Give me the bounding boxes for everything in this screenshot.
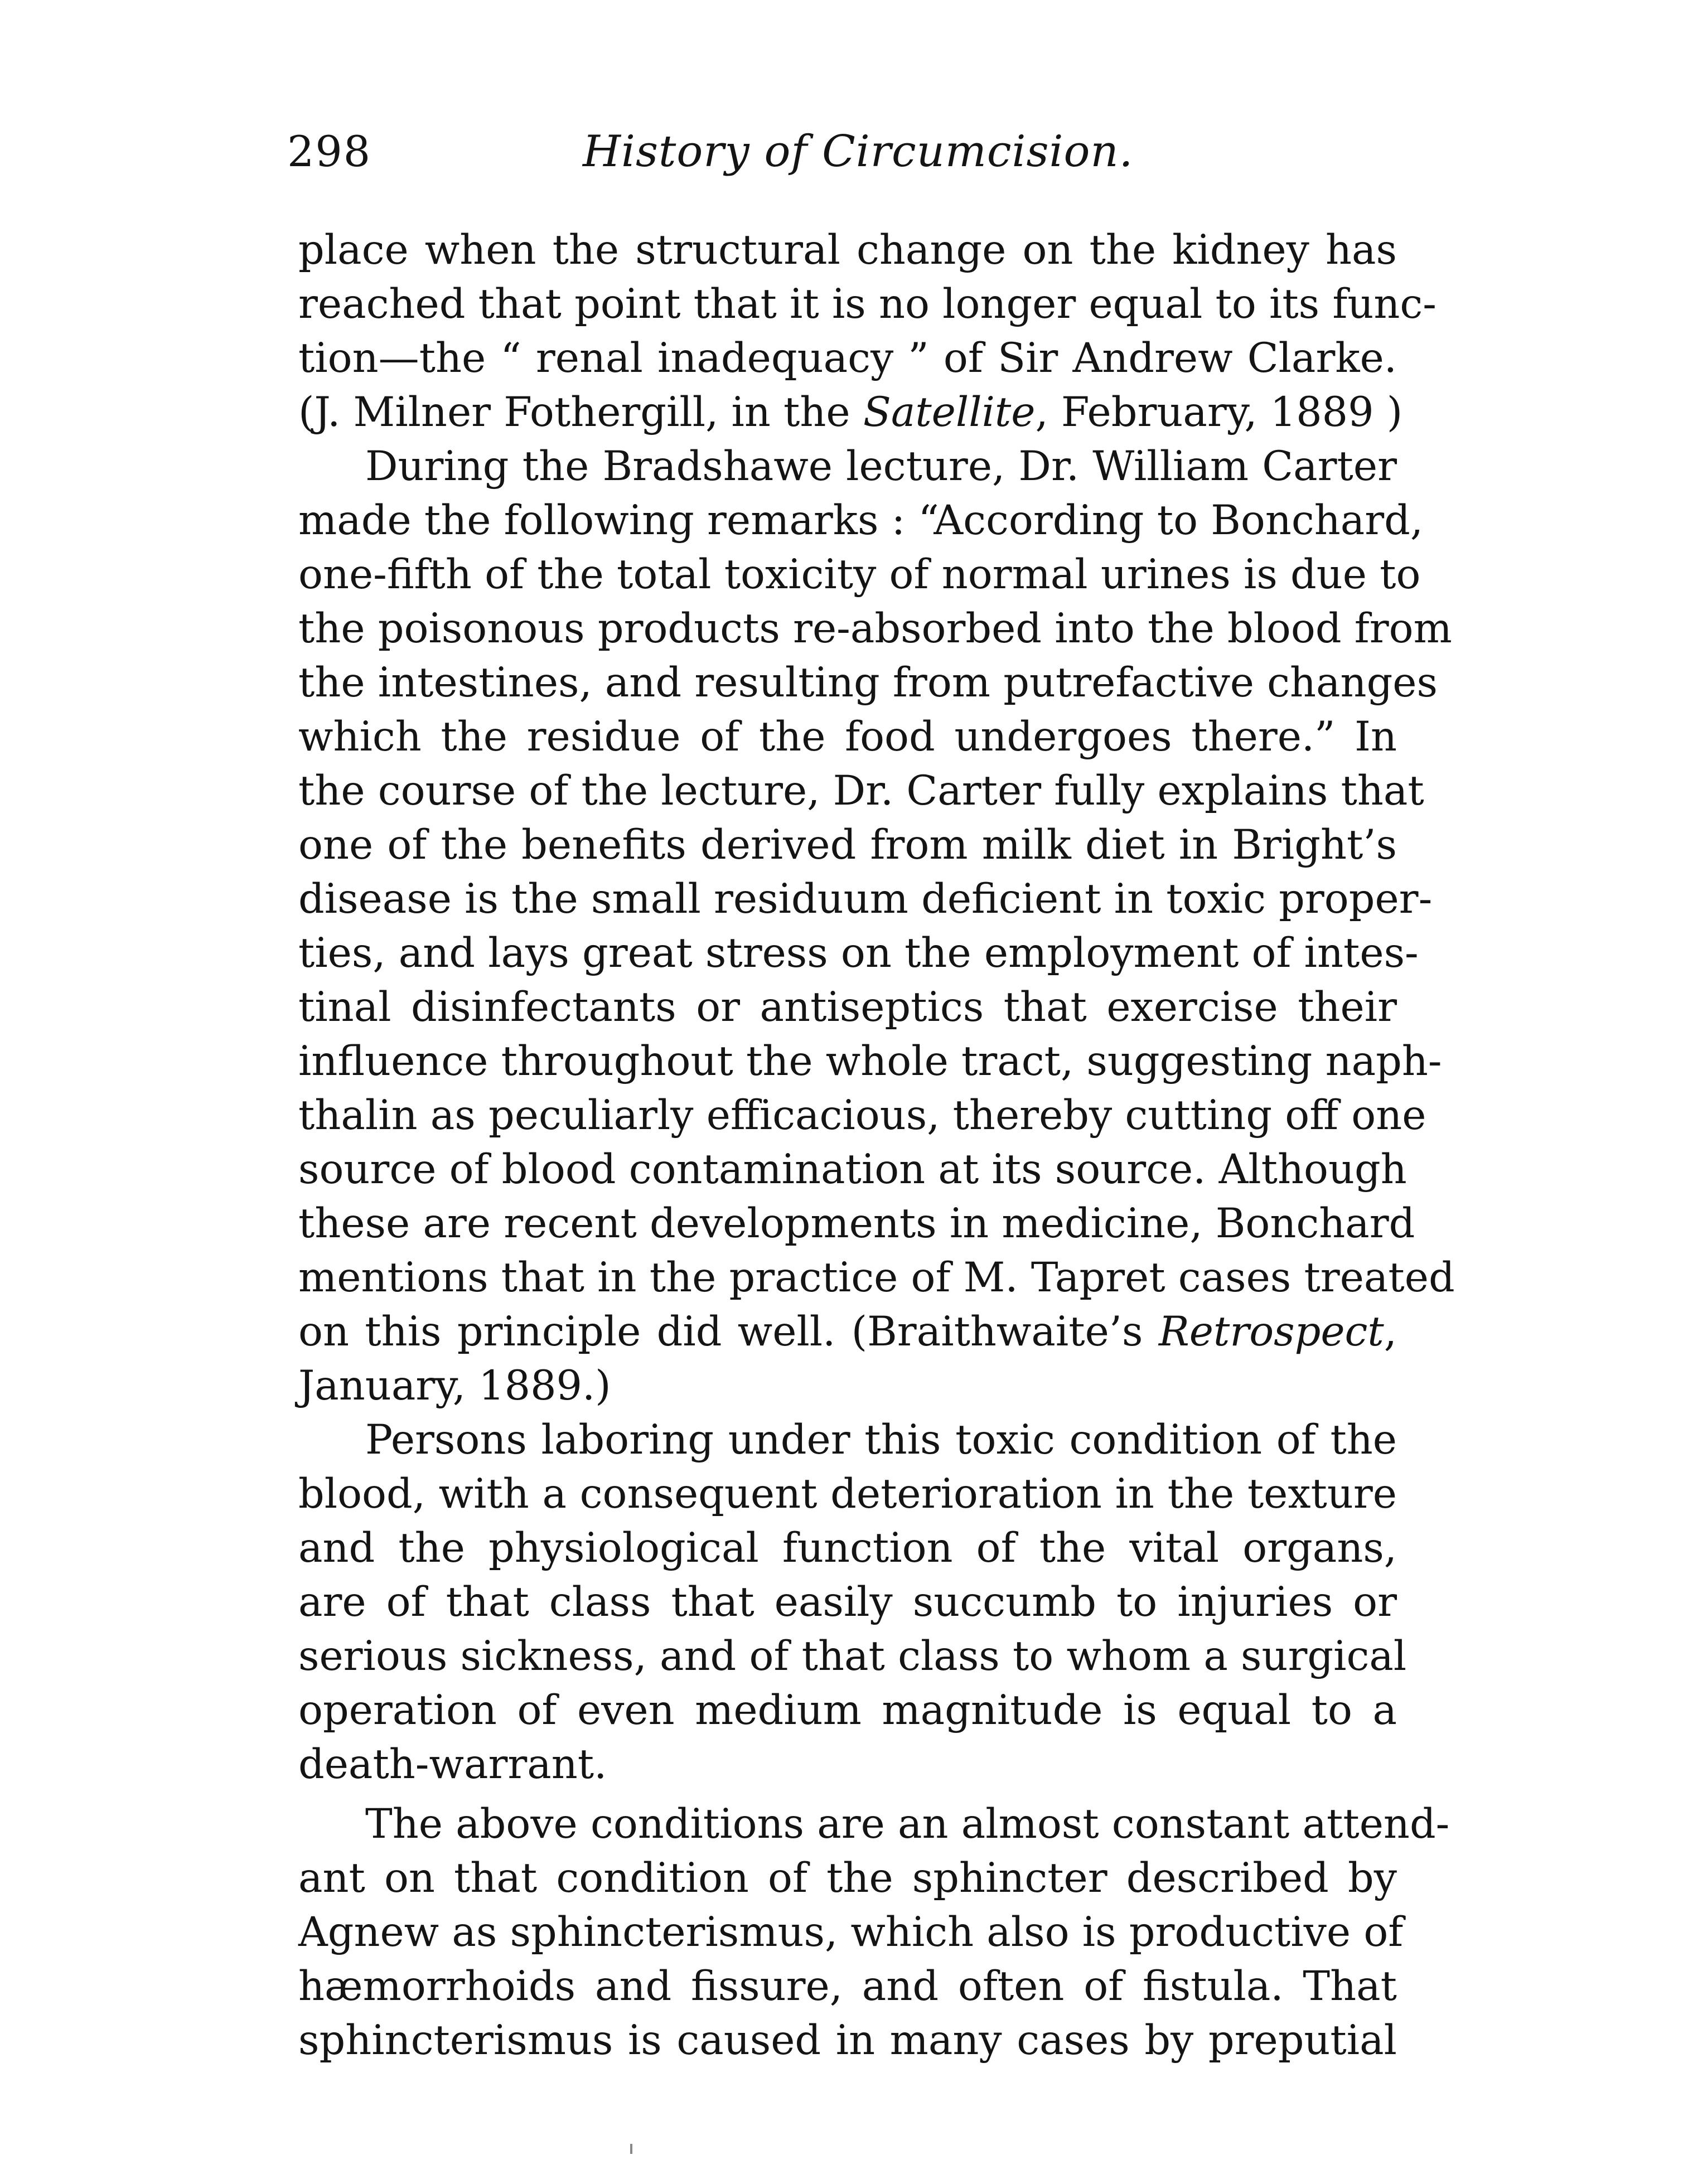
text-line: source of blood contamination at its source. Although: [298, 1146, 1407, 1193]
text-line: January, 1889.): [298, 1362, 611, 1410]
text-line: on this principle did well. (Braithwaite’s Retrospect,: [298, 1308, 1397, 1355]
text-line: the course of the lecture, Dr. Carter fully explains that: [298, 767, 1424, 815]
italic-title: Satellite: [863, 389, 1036, 436]
body-text: [298, 223, 1455, 2067]
text-line: death-warrant.: [298, 1741, 607, 1788]
text-line: one-fifth of the total toxicity of normal urines is due to: [298, 551, 1421, 598]
text-line: reached that point that it is no longer equal to its func-: [298, 280, 1437, 328]
text-line: ties, and lays great stress on the employment of intes-: [298, 929, 1419, 977]
text-line: which the residue of the food undergoes there.” In: [298, 713, 1397, 761]
text-line: Persons laboring under this toxic condition of the: [365, 1416, 1397, 1464]
text-line: serious sickness, and of that class to whom a surgical: [298, 1633, 1407, 1680]
text-line: Agnew as sphincterismus, which also is productive of: [298, 1909, 1404, 1956]
text-line: mentions that in the practice of M. Tapret cases treated: [298, 1254, 1455, 1301]
text-line: and the physiological function of the vital organs,: [298, 1524, 1397, 1572]
text-line: ant on that condition of the sphincter described by: [298, 1854, 1397, 1902]
text-line: made the following remarks : “According to Bonchard,: [298, 497, 1424, 544]
text-line: the poisonous products re-absorbed into the blood from: [298, 605, 1452, 652]
text-line: hæmorrhoids and fissure, and often of fistula. That: [298, 1963, 1397, 2010]
page-header: [287, 124, 1391, 185]
text-line: place when the structural change on the kidney has: [298, 226, 1397, 274]
text-line: The above conditions are an almost constant attend-: [365, 1800, 1450, 1848]
text-line: these are recent developments in medicine, Bonchard: [298, 1200, 1415, 1247]
text-line: one of the benefits derived from milk diet in Bright’s: [298, 821, 1397, 869]
text-line: During the Bradshawe lecture, Dr. William Carter: [365, 443, 1397, 490]
scan-speck: [630, 2144, 632, 2154]
text-line: tion—the “ renal inadequacy ” of Sir Andrew Clarke.: [298, 335, 1397, 382]
text-line: operation of even medium magnitude is equal to a: [298, 1687, 1397, 1734]
text-line: thalin as peculiarly efficacious, thereby cutting off one: [298, 1092, 1426, 1139]
text-line: the intestines, and resulting from putrefactive changes: [298, 659, 1438, 706]
text-line: sphincterismus is caused in many cases by preputial: [298, 2017, 1397, 2064]
text-line: disease is the small residuum deficient in toxic proper-: [298, 875, 1433, 923]
text-line: tinal disinfectants or antiseptics that exercise their: [298, 984, 1397, 1031]
running-title: History of Circumcision.: [583, 127, 1134, 177]
text-line: influence throughout the whole tract, suggesting naph-: [298, 1038, 1442, 1085]
page-number: 298: [287, 127, 372, 176]
text-line: (J. Milner Fothergill, in the Satellite, February, 1889 ): [298, 389, 1403, 436]
text-line: are of that class that easily succumb to injuries or: [298, 1578, 1397, 1626]
italic-title: Retrospect: [1158, 1308, 1384, 1355]
text-line: blood, with a consequent deterioration in the texture: [298, 1470, 1397, 1518]
